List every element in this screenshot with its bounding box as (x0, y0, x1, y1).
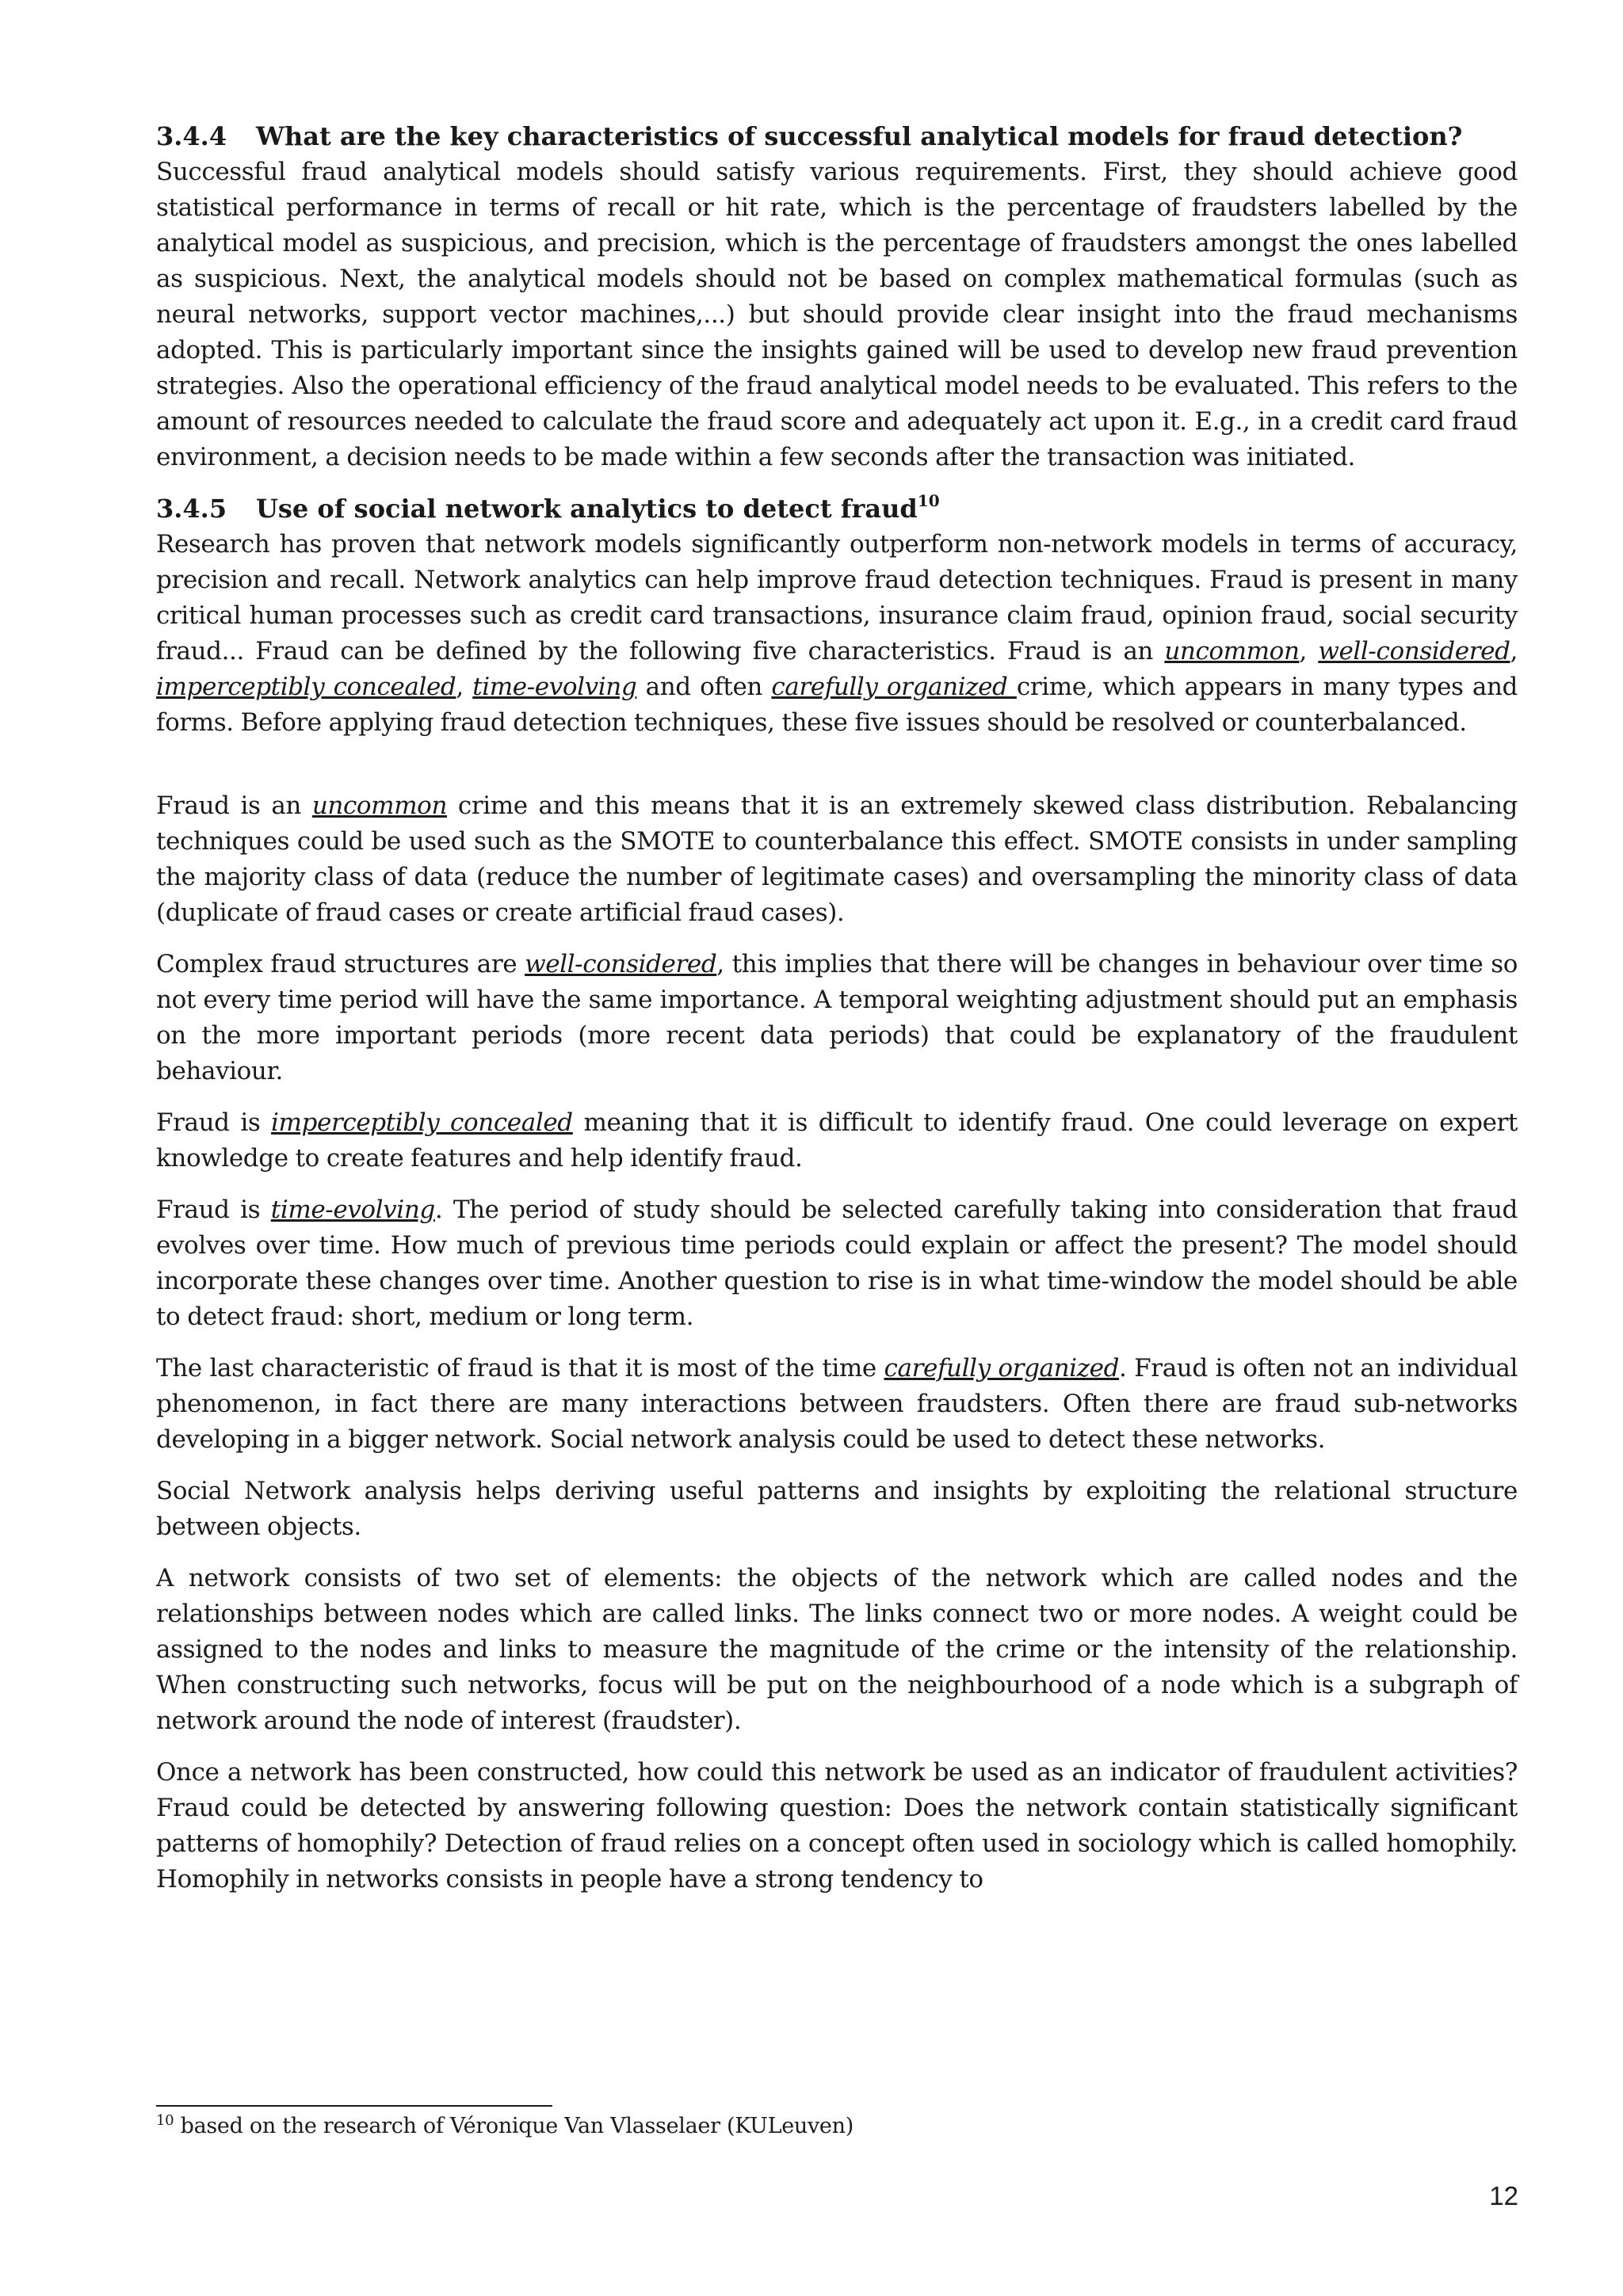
section-3-4-4-body: Successful fraud analytical models should satisfy various requirements. First, they should achieve good statistical performance in terms of recall or hit rate, which is the percentage of fraudsters labelled by the analytical model as suspicious, and precision, which is the percentage of fraudsters amongst the ones labelled as suspicious. Next, the analytical models should not be based on complex mathematical formulas (such as neural networks, support vector machines,...) but should provide clear insight into the fraud mechanisms adopted. This is particularly important since the insights gained will be used to develop new fraud prevention strategies. Also the operational efficiency of the fraud analytical model needs to be evaluated. This refers to the amount of resources needed to calculate the fraud score and adequately act upon it. E.g., in a credit card fraud environment, a decision needs to be made within a few seconds after the transaction was initiated. (156, 158, 1518, 471)
section-heading-3-4-5 (156, 491, 1518, 527)
page-content (156, 119, 1518, 1897)
paragraph-organized: The last characteristic of fraud is that it is most of the time carefully organized. Fraud is often not an individual phenomenon, in fact there are many interactions between fraudsters. Often there are fraud sub-networks developing in a bigger network. Social network analysis could be used to detect these networks. (156, 1354, 1518, 1454)
term-well-considered: well-considered (525, 950, 717, 978)
footnote-reference: 10 (917, 491, 940, 510)
section-heading-3-4-4 (156, 119, 1518, 154)
section-number: 3.4.4 (156, 121, 227, 151)
paragraph-network-elements: A network consists of two set of elements: the objects of the network which are called nodes and the relationships between nodes which are called links. The links connect two or more nodes. A weight could be assigned to the nodes and links to measure the magnitude of the crime or the intensity of the relationship. When constructing such networks, focus will be put on the neighbourhood of a node which is a subgraph of network around the node of interest (fraudster). (156, 1564, 1518, 1735)
term-uncommon: uncommon (311, 791, 448, 820)
term-time-evolving: time-evolving (270, 1196, 435, 1224)
term-carefully-organized: carefully organized (884, 1354, 1120, 1383)
section-number: 3.4.5 (156, 494, 227, 524)
paragraph-well-considered: Complex fraud structures are well-considered, this implies that there will be changes in behaviour over time so not every time period will have the same importance. A temporal weighting adjustment should put an emphasis on the more important periods (more recent data periods) that could be explanatory of the fraudulent behaviour. (156, 950, 1518, 1085)
paragraph-social-network: Social Network analysis helps deriving useful patterns and insights by exploiting the relational structure between objects. (156, 1477, 1518, 1541)
footnote-marker: 10 (156, 2112, 174, 2129)
separator: , (456, 673, 473, 701)
intro-text: Research has proven that network models significantly outperform non-network models in terms of accuracy, precision and recall. Network analytics can help improve fraud detection techniques. Fraud is present in many critical human processes such as credit card transactions, insurance claim fraud, opinion fraud, social security fraud... Fraud can be defined by the following five characteristics. Fraud is an (156, 530, 1518, 666)
paragraph-time-evolving: Fraud is time-evolving. The period of study should be selected carefully taking into consideration that fraud evolves over time. How much of previous time periods could explain or affect the present? The model should incorporate these changes over time. Another question to rise is in what time-window the model should be able to detect fraud: short, medium or long term. (156, 1196, 1518, 1331)
term-carefully-organized: carefully organized (771, 673, 1017, 701)
footnote (156, 2112, 854, 2141)
section-title: What are the key characteristics of successful analytical models for fraud detection? (256, 121, 1463, 151)
footnote-divider (156, 2105, 552, 2107)
intro-text: and often (636, 673, 772, 701)
paragraph-uncommon: Fraud is an uncommon crime and this means that it is an extremely skewed class distribution. Rebalancing techniques could be used such as the SMOTE to counterbalance this effect. SMOTE consists in under sampling the majority class of data (reduce the number of legitimate cases) and oversampling the minority class of data (duplicate of fraud cases or create artificial fraud cases). (156, 791, 1518, 927)
page-number: 12 (1489, 2181, 1518, 2210)
term-well-considered: well-considered (1318, 637, 1510, 666)
term-time-evolving: time-evolving (472, 673, 637, 701)
paragraph-homophily: Once a network has been constructed, how could this network be used as an indicator of fraudulent activities? Fraud could be detected by answering following question: Does the network contain statistically significant patterns of homophily? Detection of fraud relies on a concept often used in sociology which is called homophily. Homophily in networks consists in people have a strong tendency to (156, 1758, 1518, 1894)
term-imperceptibly-concealed: imperceptibly concealed (271, 1108, 573, 1137)
separator: , (1299, 637, 1319, 666)
term-uncommon: uncommon (1164, 637, 1300, 666)
paragraph-concealed: Fraud is imperceptibly concealed meaning that it is difficult to identify fraud. One could leverage on expert knowledge to create features and help identify fraud. (156, 1108, 1518, 1173)
section-title: Use of social network analytics to detect fraud (256, 494, 918, 524)
footnote-text: based on the research of Véronique Van Vlasselaer (KULeuven) (174, 2114, 854, 2138)
separator: , (1510, 637, 1518, 666)
intro-text: crime, which appears in many types and forms. Before applying fraud detection techniques, these five issues should be resolved or counterbalanced. (156, 673, 1518, 737)
term-imperceptibly-concealed: imperceptibly concealed (156, 673, 456, 701)
section-3-4-5-intro (156, 527, 1518, 741)
